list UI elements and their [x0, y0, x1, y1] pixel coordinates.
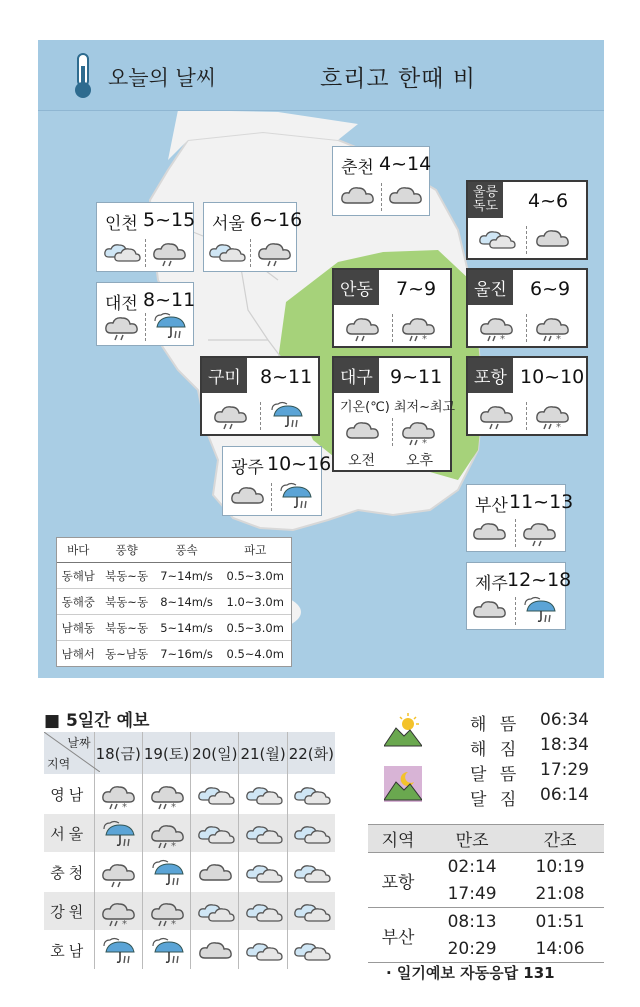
forecast-cell — [239, 892, 287, 931]
snow-rain-icon — [100, 897, 136, 925]
umbrella-rain-icon — [100, 936, 136, 964]
sunset-label: 해 짐 — [470, 740, 521, 760]
tide-high: 20:29 — [428, 935, 516, 963]
card-uljin — [466, 268, 588, 348]
tide-header-row — [368, 825, 604, 853]
moonset-time: 06:14 — [540, 785, 589, 805]
tide-region: 부산 — [368, 908, 428, 963]
tide-high: 17:49 — [428, 880, 516, 908]
moonset-label: 달 짐 — [470, 790, 521, 810]
rain-icon — [103, 311, 141, 341]
sea-header: 바다 — [57, 538, 100, 563]
umbrella-rain-icon — [277, 481, 315, 511]
city-temp: 6~9 — [530, 278, 571, 300]
sea-cell: 북동~동 — [100, 615, 154, 641]
svg-text:*: * — [170, 802, 176, 810]
sunrise-time: 06:34 — [540, 710, 589, 730]
partly-cloudy-icon — [245, 858, 281, 886]
sea-cell: 남해서 — [57, 641, 100, 667]
card-gwangju — [222, 446, 332, 516]
partly-cloudy-icon — [197, 897, 233, 925]
svg-text:*: * — [556, 334, 561, 342]
sea-cell: 5~14m/s — [154, 615, 220, 641]
tide-low: 21:08 — [516, 880, 604, 908]
tide-header: 간조 — [516, 825, 604, 853]
city-name: 부산 — [475, 496, 508, 516]
sea-row — [57, 563, 291, 589]
city-name: 춘천 — [341, 158, 374, 178]
cloudy-icon — [197, 936, 233, 964]
tide-high: 08:13 — [447, 911, 497, 932]
city-temp: 5~15 — [143, 209, 196, 231]
rain-icon — [344, 312, 382, 342]
umbrella-rain-icon — [100, 819, 136, 847]
forecast-row — [44, 814, 335, 853]
sea-header-row — [57, 538, 291, 563]
city-name: 제주 — [475, 574, 508, 594]
footer-hotline: · 일기예보 자동응답 131 — [386, 964, 555, 982]
sea-cell: 동해남 — [57, 563, 100, 589]
umbrella-rain-icon — [149, 936, 185, 964]
forecast-region: 충청 — [44, 853, 94, 892]
city-badge: 울릉 독도 — [468, 182, 503, 218]
forecast-day: 21(월) — [239, 732, 287, 775]
card-jeju — [466, 562, 572, 630]
city-badge: 안동 — [334, 270, 379, 305]
city-temp: 6~16 — [250, 209, 303, 231]
forecast-cell — [239, 814, 287, 853]
city-temp: 4~6 — [528, 190, 569, 212]
cloudy-icon — [387, 181, 425, 211]
forecast-cell — [142, 892, 190, 931]
rain-icon — [151, 237, 189, 267]
sea-cell: 0.5~4.0m — [219, 641, 291, 667]
partly-cloudy-icon — [208, 237, 246, 267]
city-badge: 구미 — [202, 358, 247, 393]
forecast-cell — [287, 892, 335, 931]
rain-icon — [100, 858, 136, 886]
partly-cloudy-icon — [293, 819, 329, 847]
sea-cell: 0.5~3.0m — [219, 563, 291, 589]
sea-row — [57, 589, 291, 615]
forecast-day: 18(금) — [94, 732, 142, 775]
forecast-cell — [191, 892, 239, 931]
city-name: 광주 — [231, 458, 264, 478]
partly-cloudy-icon — [245, 897, 281, 925]
city-temp: 8~11 — [143, 289, 196, 311]
moon-mountain-icon — [384, 766, 422, 802]
forecast-row — [44, 853, 335, 892]
svg-text:*: * — [556, 422, 561, 430]
city-name: 서울 — [212, 214, 245, 234]
city-temp: 12~18 — [507, 569, 572, 591]
partly-cloudy-icon — [197, 819, 233, 847]
partly-cloudy-icon — [197, 780, 233, 808]
forecast-cell — [94, 775, 142, 814]
forecast-cell — [287, 931, 335, 970]
thermometer-icon — [70, 52, 96, 100]
svg-text:*: * — [122, 919, 128, 927]
forecast-day: 22(화) — [287, 732, 335, 775]
forecast-cell — [142, 814, 190, 853]
sea-cell: 8~14m/s — [154, 589, 220, 615]
partly-cloudy-icon — [245, 936, 281, 964]
forecast-cell — [287, 775, 335, 814]
tide-low: 01:51 — [535, 911, 585, 932]
tide-low: 10:19 — [535, 856, 585, 877]
forecast-cell — [94, 853, 142, 892]
cloudy-icon — [229, 481, 267, 511]
snow-rain-icon — [478, 312, 516, 342]
city-badge: 울진 — [468, 270, 513, 305]
rain-icon — [521, 517, 559, 547]
forecast-title: ■ 5일간 예보 — [44, 711, 150, 731]
city-badge: 포항 — [468, 358, 513, 393]
partly-cloudy-icon — [245, 819, 281, 847]
tide-region: 포항 — [368, 853, 428, 908]
sea-cell: 북동~동 — [100, 589, 154, 615]
umbrella-rain-icon — [521, 595, 559, 625]
weather-condition: 흐리고 한때 비 — [320, 66, 476, 92]
tide-header: 지역 — [368, 825, 428, 853]
partly-cloudy-icon — [478, 224, 516, 254]
forecast-day: 19(토) — [142, 732, 190, 775]
city-temp: 7~9 — [396, 278, 437, 300]
sea-header: 풍향 — [100, 538, 154, 563]
sea-row — [57, 615, 291, 641]
rain-icon — [478, 400, 516, 430]
svg-text:*: * — [170, 841, 176, 849]
card-incheon — [96, 202, 194, 272]
forecast-header-row — [44, 732, 335, 775]
forecast-table — [44, 732, 335, 969]
map-header — [38, 40, 604, 111]
tide-low: 14:06 — [516, 935, 604, 963]
sea-cell: 1.0~3.0m — [219, 589, 291, 615]
forecast-cell — [142, 931, 190, 970]
svg-text:*: * — [422, 334, 427, 342]
forecast-cell — [239, 931, 287, 970]
forecast-cell — [239, 853, 287, 892]
legend-text: 기온(℃) 최저~최고 — [340, 400, 456, 415]
card-andong — [332, 268, 452, 348]
cloudy-icon — [534, 224, 572, 254]
forecast-corner — [44, 732, 94, 775]
city-temp: 4~14 — [379, 153, 432, 175]
forecast-row — [44, 775, 335, 814]
sea-cell: 7~16m/s — [154, 641, 220, 667]
moonrise-label: 달 뜸 — [470, 765, 521, 785]
umbrella-rain-icon — [149, 858, 185, 886]
sea-cell: 0.5~3.0m — [219, 615, 291, 641]
tide-header: 만조 — [428, 825, 516, 853]
am-label: 오전 — [348, 453, 376, 469]
city-temp: 10~10 — [520, 366, 585, 388]
forecast-cell — [142, 775, 190, 814]
forecast-cell — [191, 931, 239, 970]
forecast-cell — [94, 892, 142, 931]
snow-rain-icon — [400, 416, 438, 446]
card-seoul — [203, 202, 303, 272]
sun-mountain-icon — [384, 712, 422, 748]
page-title: 오늘의 날씨 — [108, 66, 217, 90]
pm-label: 오후 — [406, 453, 434, 469]
city-temp: 10~16 — [267, 453, 332, 475]
sea-header: 파고 — [219, 538, 291, 563]
tide-high: 02:14 — [447, 856, 497, 877]
sea-cell: 북동~동 — [100, 563, 154, 589]
forecast-cell — [191, 853, 239, 892]
city-temp: 8~11 — [260, 366, 313, 388]
forecast-cell — [94, 931, 142, 970]
city-name: 대전 — [105, 294, 138, 314]
snow-rain-icon — [100, 780, 136, 808]
sea-table — [56, 537, 292, 667]
umbrella-rain-icon — [151, 311, 189, 341]
cloudy-icon — [471, 595, 509, 625]
partly-cloudy-icon — [245, 780, 281, 808]
card-chuncheon — [332, 146, 430, 216]
forecast-region: 강원 — [44, 892, 94, 931]
forecast-region: 호남 — [44, 931, 94, 970]
card-ulleung — [466, 180, 588, 260]
cloudy-icon — [471, 517, 509, 547]
snow-rain-icon — [400, 312, 438, 342]
card-daegu — [332, 356, 456, 472]
card-pohang — [466, 356, 588, 436]
snow-rain-icon — [534, 312, 572, 342]
partly-cloudy-icon — [293, 897, 329, 925]
forecast-cell — [287, 853, 335, 892]
card-busan — [466, 484, 574, 552]
city-temp: 9~11 — [390, 366, 443, 388]
partly-cloudy-icon — [293, 780, 329, 808]
city-badge: 대구 — [334, 358, 379, 393]
svg-text:*: * — [122, 802, 128, 810]
sea-cell: 남해동 — [57, 615, 100, 641]
card-gumi — [200, 356, 320, 436]
forecast-day: 20(일) — [191, 732, 239, 775]
forecast-cell — [191, 814, 239, 853]
sunrise-label: 해 뜸 — [470, 715, 521, 735]
tide-table — [368, 824, 604, 963]
snow-rain-icon — [149, 819, 185, 847]
forecast-region: 서울 — [44, 814, 94, 853]
sea-cell: 7~14m/s — [154, 563, 220, 589]
snow-rain-icon — [149, 897, 185, 925]
cloudy-icon — [344, 416, 382, 446]
partly-cloudy-icon — [293, 858, 329, 886]
partly-cloudy-icon — [103, 237, 141, 267]
city-name: 인천 — [105, 214, 138, 234]
umbrella-rain-icon — [268, 400, 306, 430]
sunset-time: 18:34 — [540, 735, 589, 755]
corner-region-label: 지역 — [47, 757, 71, 771]
cloudy-icon — [339, 181, 377, 211]
forecast-cell — [142, 853, 190, 892]
card-daejeon — [96, 282, 194, 346]
corner-date-label: 날짜 — [67, 736, 91, 750]
forecast-region: 영남 — [44, 775, 94, 814]
tide-row — [368, 908, 604, 936]
snow-rain-icon — [534, 400, 572, 430]
snow-rain-icon — [149, 780, 185, 808]
forecast-cell — [191, 775, 239, 814]
moonrise-time: 17:29 — [540, 760, 589, 780]
partly-cloudy-icon — [293, 936, 329, 964]
forecast-row — [44, 931, 335, 970]
rain-icon — [256, 237, 294, 267]
forecast-cell — [239, 775, 287, 814]
cloudy-icon — [197, 858, 233, 886]
forecast-row — [44, 892, 335, 931]
sea-row — [57, 641, 291, 667]
sea-header: 풍속 — [154, 538, 220, 563]
sea-cell: 동해중 — [57, 589, 100, 615]
city-temp: 11~13 — [509, 491, 574, 513]
rain-icon — [212, 400, 250, 430]
svg-text:*: * — [422, 438, 427, 446]
svg-text:*: * — [170, 919, 176, 927]
forecast-cell — [287, 814, 335, 853]
svg-text:*: * — [500, 334, 505, 342]
forecast-cell — [94, 814, 142, 853]
tide-row — [368, 853, 604, 881]
sea-cell: 동~남동 — [100, 641, 154, 667]
